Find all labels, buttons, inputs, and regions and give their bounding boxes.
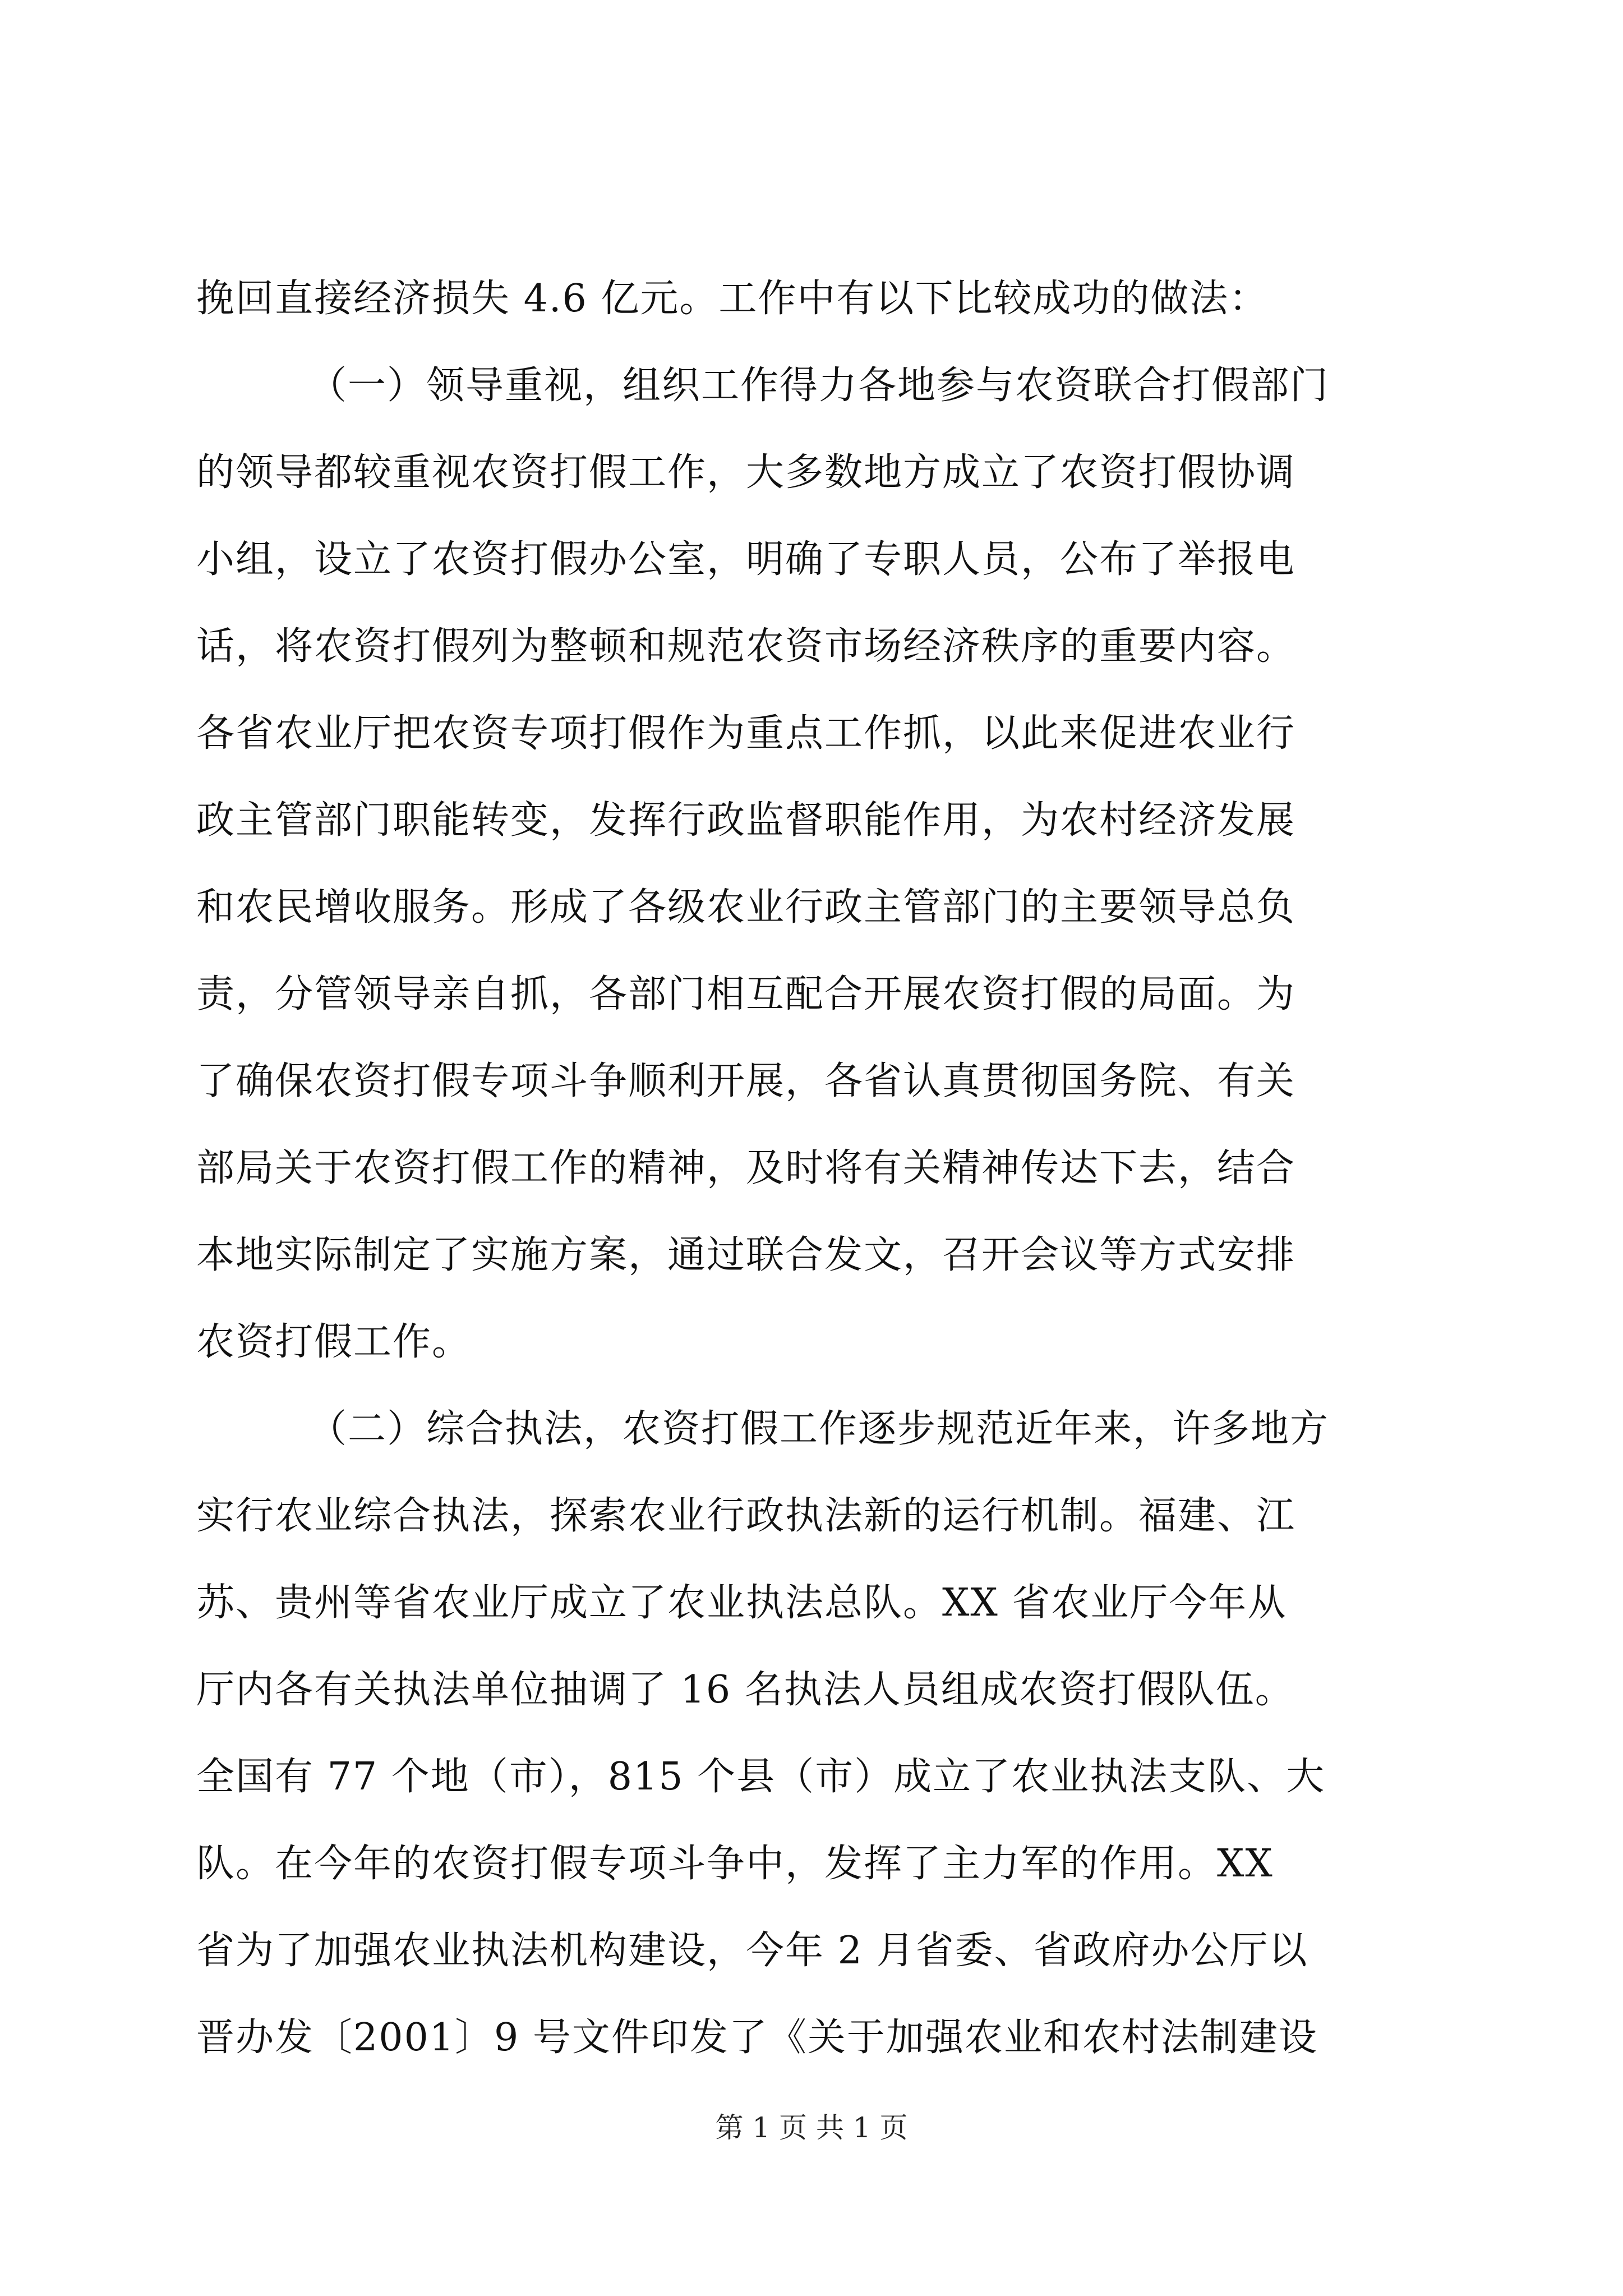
text-line: 实行农业综合执法，探索农业行政执法新的运行机制。福建、江	[196, 1494, 1296, 1538]
text-line: 小组，设立了农资打假办公室，明确了专职人员，公布了举报电	[196, 537, 1296, 582]
text-line: 苏、贵州等省农业厅成立了农业执法总队。XX 省农业厅今年从	[196, 1581, 1287, 1625]
text-line: 各省农业厅把农资专项打假作为重点工作抓，以此来促进农业行	[196, 711, 1296, 756]
text-line: 政主管部门职能转变，发挥行政监督职能作用，为农村经济发展	[196, 798, 1296, 843]
text-line: 和农民增收服务。形成了各级农业行政主管部门的主要领导总负	[196, 885, 1296, 930]
text-line: 队。在今年的农资打假专项斗争中，发挥了主力军的作用。XX	[196, 1842, 1274, 1886]
paragraph-heading-line: （一）领导重视，组织工作得力各地参与农资联合打假部门	[308, 364, 1330, 408]
page-number: 第 1 页 共 1 页	[715, 2111, 908, 2144]
text-line: 厅内各有关执法单位抽调了 16 名执法人员组成农资打假队伍。	[196, 1668, 1294, 1712]
page-footer	[0, 2108, 1623, 2147]
text-line: 农资打假工作。	[196, 1320, 472, 1364]
text-line: 责，分管领导亲自抓，各部门相互配合开展农资打假的局面。为	[196, 972, 1296, 1016]
text-line: 话，将农资打假列为整顿和规范农资市场经济秩序的重要内容。	[196, 624, 1296, 669]
paragraph-heading-line: （二）综合执法，农资打假工作逐步规范近年来，许多地方	[308, 1407, 1330, 1451]
text-line: 挽回直接经济损失 4.6 亿元。工作中有以下比较成功的做法：	[196, 277, 1269, 321]
text-line: 的领导都较重视农资打假工作，大多数地方成立了农资打假协调	[196, 450, 1296, 495]
text-line: 省为了加强农业执法机构建设，今年 2 月省委、省政府办公厅以	[196, 1929, 1308, 1973]
document-body	[196, 255, 1430, 2081]
text-line: 了确保农资打假专项斗争顺利开展，各省认真贯彻国务院、有关	[196, 1059, 1296, 1103]
text-line: 全国有 77 个地（市），815 个县（市）成立了农业执法支队、大	[196, 1755, 1326, 1799]
text-line: 本地实际制定了实施方案，通过联合发文，召开会议等方式安排	[196, 1233, 1296, 1277]
text-line: 晋办发〔2001〕9 号文件印发了《关于加强农业和农村法制建设	[196, 2016, 1318, 2060]
text-line: 部局关于农资打假工作的精神，及时将有关精神传达下去，结合	[196, 1146, 1296, 1190]
